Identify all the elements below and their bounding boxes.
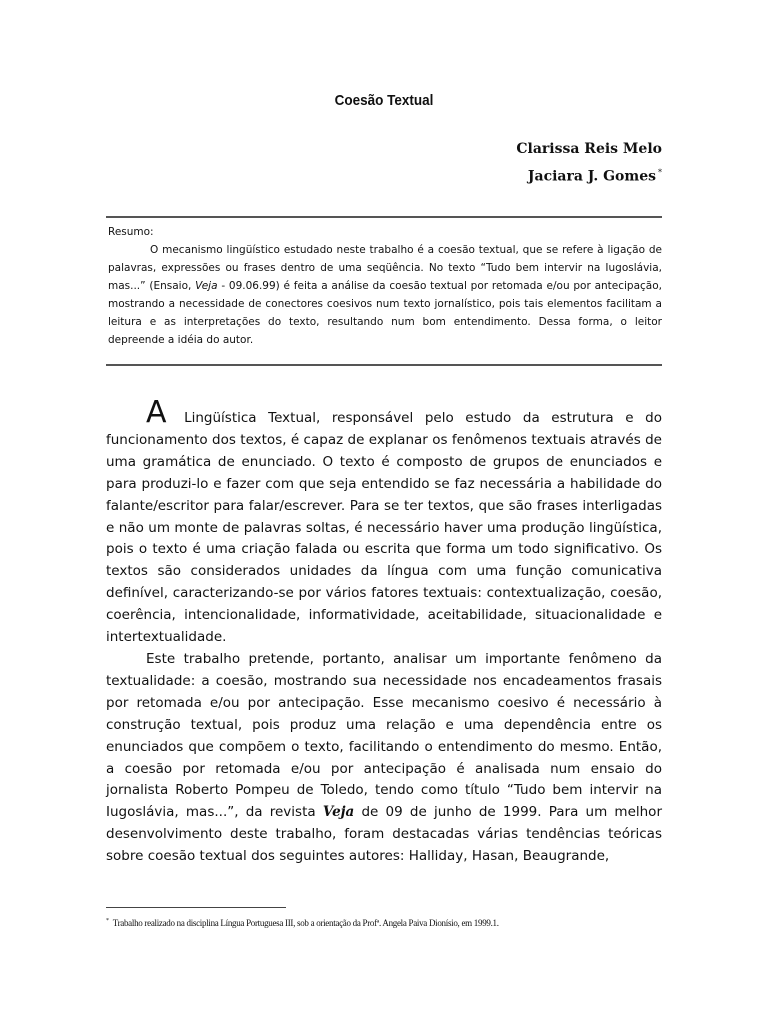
footnote bbox=[106, 918, 666, 928]
page-title: Coesão Textual bbox=[334, 92, 434, 109]
abstract bbox=[108, 223, 662, 349]
abstract-italic: Veja bbox=[195, 280, 218, 292]
drop-cap: A bbox=[146, 395, 167, 430]
paragraph-text: de 09 de junho de 1999. Para um melhor desenvolvimento deste trabalho, foram destacadas várias tendências teóricas sobre coesão textual dos seguintes autores: Halliday, Hasan, Beaugrande, bbox=[106, 804, 662, 865]
paragraph-text: Lingüística Textual, responsável pelo estudo da estrutura e do funcionamento dos textos, é capaz de explanar os fenômenos textuais através de uma gramática de enunciado. O texto é composto de grupos de enunciados e para produzi-lo e fazer com que seja entendido se faz necessária a habilidade do falante/escritor para falar/escrever. Para se ter textos, que são frases interligadas e não um monte de palavras soltas, é necessário haver uma produção lingüística, pois o texto é uma criação falada ou escrita que forma um todo significativo. Os textos são considerados unidades da língua com uma função comunicativa definível, caracterizando-se por vários fatores textuais: contextualização, coesão, coerência, intencionalidade, informatividade, aceitabilidade, situacionalidade e intertextualidade. bbox=[106, 410, 662, 646]
abstract-text-part: O mecanismo lingüístico estudado neste trabalho é a coesão textual, que se refere à ligação de palavras, expressões ou frases dentro de uma seqüência. No texto “Tudo bem intervir na Iugoslávia, mas...” (Ensaio, bbox=[108, 244, 662, 292]
body-paragraph bbox=[106, 649, 662, 868]
author-line bbox=[0, 161, 662, 189]
paragraph-text: Este trabalho pretende, portanto, analisar um importante fenômeno da textualidade: a coesão, mostrando sua necessidade nos encadeamentos frasais por retomada e/ou por antecipação. Esse mecanismo coesivo é necessário à construção textual, pois produz uma relação e uma dependência entre os enunciados que compõem o texto, facilitando o entendimento do mesmo. Então, a coesão por retomada e/ou por antecipação é analisada num ensaio do jornalista Roberto Pompeu de Toledo, tendo como título “Tudo bem intervir na Iugoslávia, mas...”, da revista bbox=[106, 650, 662, 821]
abstract-text-part: - 09.06.99) é feita a análise da coesão textual por retomada e/ou por antecipação, mostrando a necessidade de conectores coesivos num texto jornalístico, pois tais elementos facilitam a leitura e as interpretações do texto, resultando num bom entendimento. Dessa forma, o leitor depreende a idéia do autor. bbox=[108, 280, 663, 346]
author-name: Clarissa Reis Melo bbox=[516, 141, 662, 157]
author-name: Jaciara J. Gomes bbox=[527, 168, 656, 185]
body-paragraph bbox=[106, 395, 662, 649]
abstract-label: Resumo: bbox=[108, 226, 154, 238]
body-text bbox=[106, 395, 662, 868]
magazine-name: Veja bbox=[322, 804, 355, 821]
abstract-top-rule bbox=[106, 216, 662, 218]
footnote-text: Trabalho realizado na disciplina Língua Portuguesa III, sob a orientação da Profª. Angela Paiva Dionísio, em 1999.1. bbox=[112, 918, 499, 928]
footnote-rule bbox=[106, 907, 286, 908]
footnote-marker: * bbox=[106, 918, 109, 924]
footnote-marker: * bbox=[658, 168, 662, 177]
abstract-bottom-rule bbox=[106, 364, 662, 366]
abstract-text bbox=[108, 241, 662, 349]
author-list bbox=[0, 138, 662, 189]
